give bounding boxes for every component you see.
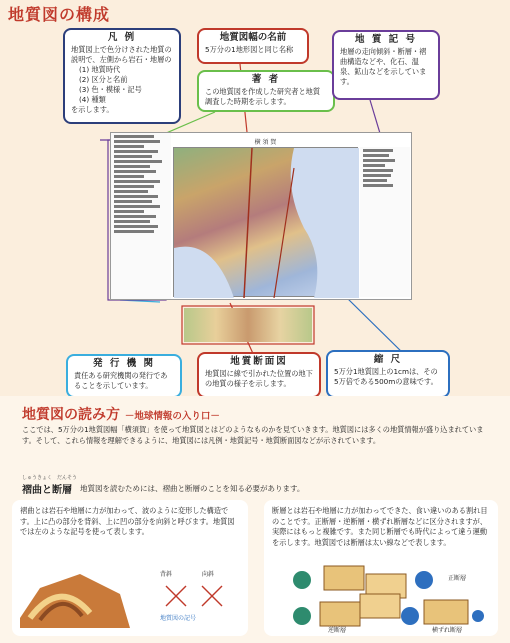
symbol-box (332, 30, 440, 100)
fold-heading-ruby: しゅうきょく だんそう (22, 475, 78, 481)
cross-section-box (197, 352, 321, 398)
syncline-label: 向斜 (202, 571, 215, 578)
fold-heading: 褶曲と断層 (22, 485, 72, 496)
cross-section-strip (184, 308, 312, 342)
map-name-box (197, 28, 309, 64)
fold-panel (12, 500, 248, 636)
legend-line-2: 説明で、左側から岩石・地層の (71, 55, 172, 64)
scale-text: 5万分1地質図上の1cmは、その5万倍である500mの意味です。 (334, 367, 438, 386)
section1-title: 地質図の構成 (8, 5, 111, 24)
section2-intro: ここでは、5万分の1地質図幅「横須賀」を使って地質図とはどのようなものかを見ていきます。地質図には多くの地質情報が盛り込まれています。そして、これら情報を理解できるように、地質図には凡例・地質記号・地質断面図などが示されています。 (22, 425, 484, 445)
publisher-title: 発 行 機 関 (93, 358, 155, 369)
scale-box (326, 350, 450, 398)
legend-line-4: (2) 区分と名前 (79, 75, 128, 84)
fold-heading-text: 地質図を読むためには、褶曲と断層のことを知る必要があります。 (80, 484, 305, 493)
section2-subtitle: －地球情報の入り口－ (124, 411, 220, 422)
fold-panel-text: 褶曲とは岩石や地層に力が加わって、波のように変形した構造です。上に凸の部分を背斜、上に凹の部分を向斜と呼びます。地質図では左のような記号を使って表します。 (20, 506, 235, 536)
fold-symbol-caption: 地質図の記号 (160, 615, 197, 622)
cross-section-title: 地質断面図 (230, 356, 288, 367)
fault-panel (264, 500, 498, 636)
legend-line-5: (3) 色・模様・記号 (79, 85, 142, 94)
map-symbol-column (360, 147, 410, 297)
fault-panel-text: 断層とは岩石や地層に力が加わってできた、食い違いのある割れ目のことです。正断層・逆断層・横ずれ断層などに区分されますが、実際にはもっと複雑です。また同じ断層でも時代によって違う運動を示します。地質図では断層は太い線などで表します。 (272, 506, 488, 547)
legend-box (63, 28, 181, 124)
map-overlay (174, 148, 359, 298)
map-symbol-rows (360, 149, 410, 187)
strike-slip-fault-label: 横ずれ断層 (432, 627, 463, 634)
map-name-title: 地質図幅の名前 (219, 32, 287, 43)
map-name-text: 5万分の1地形図と同じ名称 (205, 45, 294, 54)
author-box (197, 70, 335, 112)
geologic-map (110, 132, 412, 300)
symbol-title: 地 質 記 号 (355, 34, 417, 45)
publisher-text: 責任ある研究機関の発行であることを示しています。 (74, 371, 168, 390)
legend-line-3: (1) 地質時代 (79, 65, 121, 74)
symbol-text: 地層の走向傾斜・断層・褶曲構造などや、化石、温泉、鉱山などを示しています。 (340, 47, 427, 86)
anticline-label: 背斜 (160, 571, 173, 578)
section2-title: 地質図の読み方 (22, 407, 120, 423)
author-text: この地質図を作成した研究者と地質調査した時期を示します。 (205, 87, 321, 106)
map-area (173, 147, 358, 297)
legend-line-1: 地質図上で色分けされた地質の (71, 45, 172, 54)
fault-illustration (284, 560, 484, 632)
cross-section-text: 地質図に線で引かれた位置の地下の地質の様子を示します。 (205, 369, 313, 388)
fold-symbols (162, 580, 232, 612)
normal-fault-label: 正断層 (448, 575, 467, 582)
legend-title: 凡 例 (107, 32, 137, 43)
publisher-box (66, 354, 182, 398)
map-legend-column (111, 133, 171, 299)
author-title: 著 者 (251, 74, 281, 85)
legend-line-7: を示します。 (71, 105, 114, 114)
legend-line-6: (4) 種類 (79, 95, 106, 104)
section2-title-wrap (22, 404, 220, 424)
fold-illustration (20, 568, 130, 630)
map-legend-rows (111, 135, 171, 233)
scale-title: 縮 尺 (373, 354, 403, 365)
map-header: 横 須 賀 (254, 139, 277, 146)
reverse-fault-label: 逆断層 (328, 627, 347, 634)
